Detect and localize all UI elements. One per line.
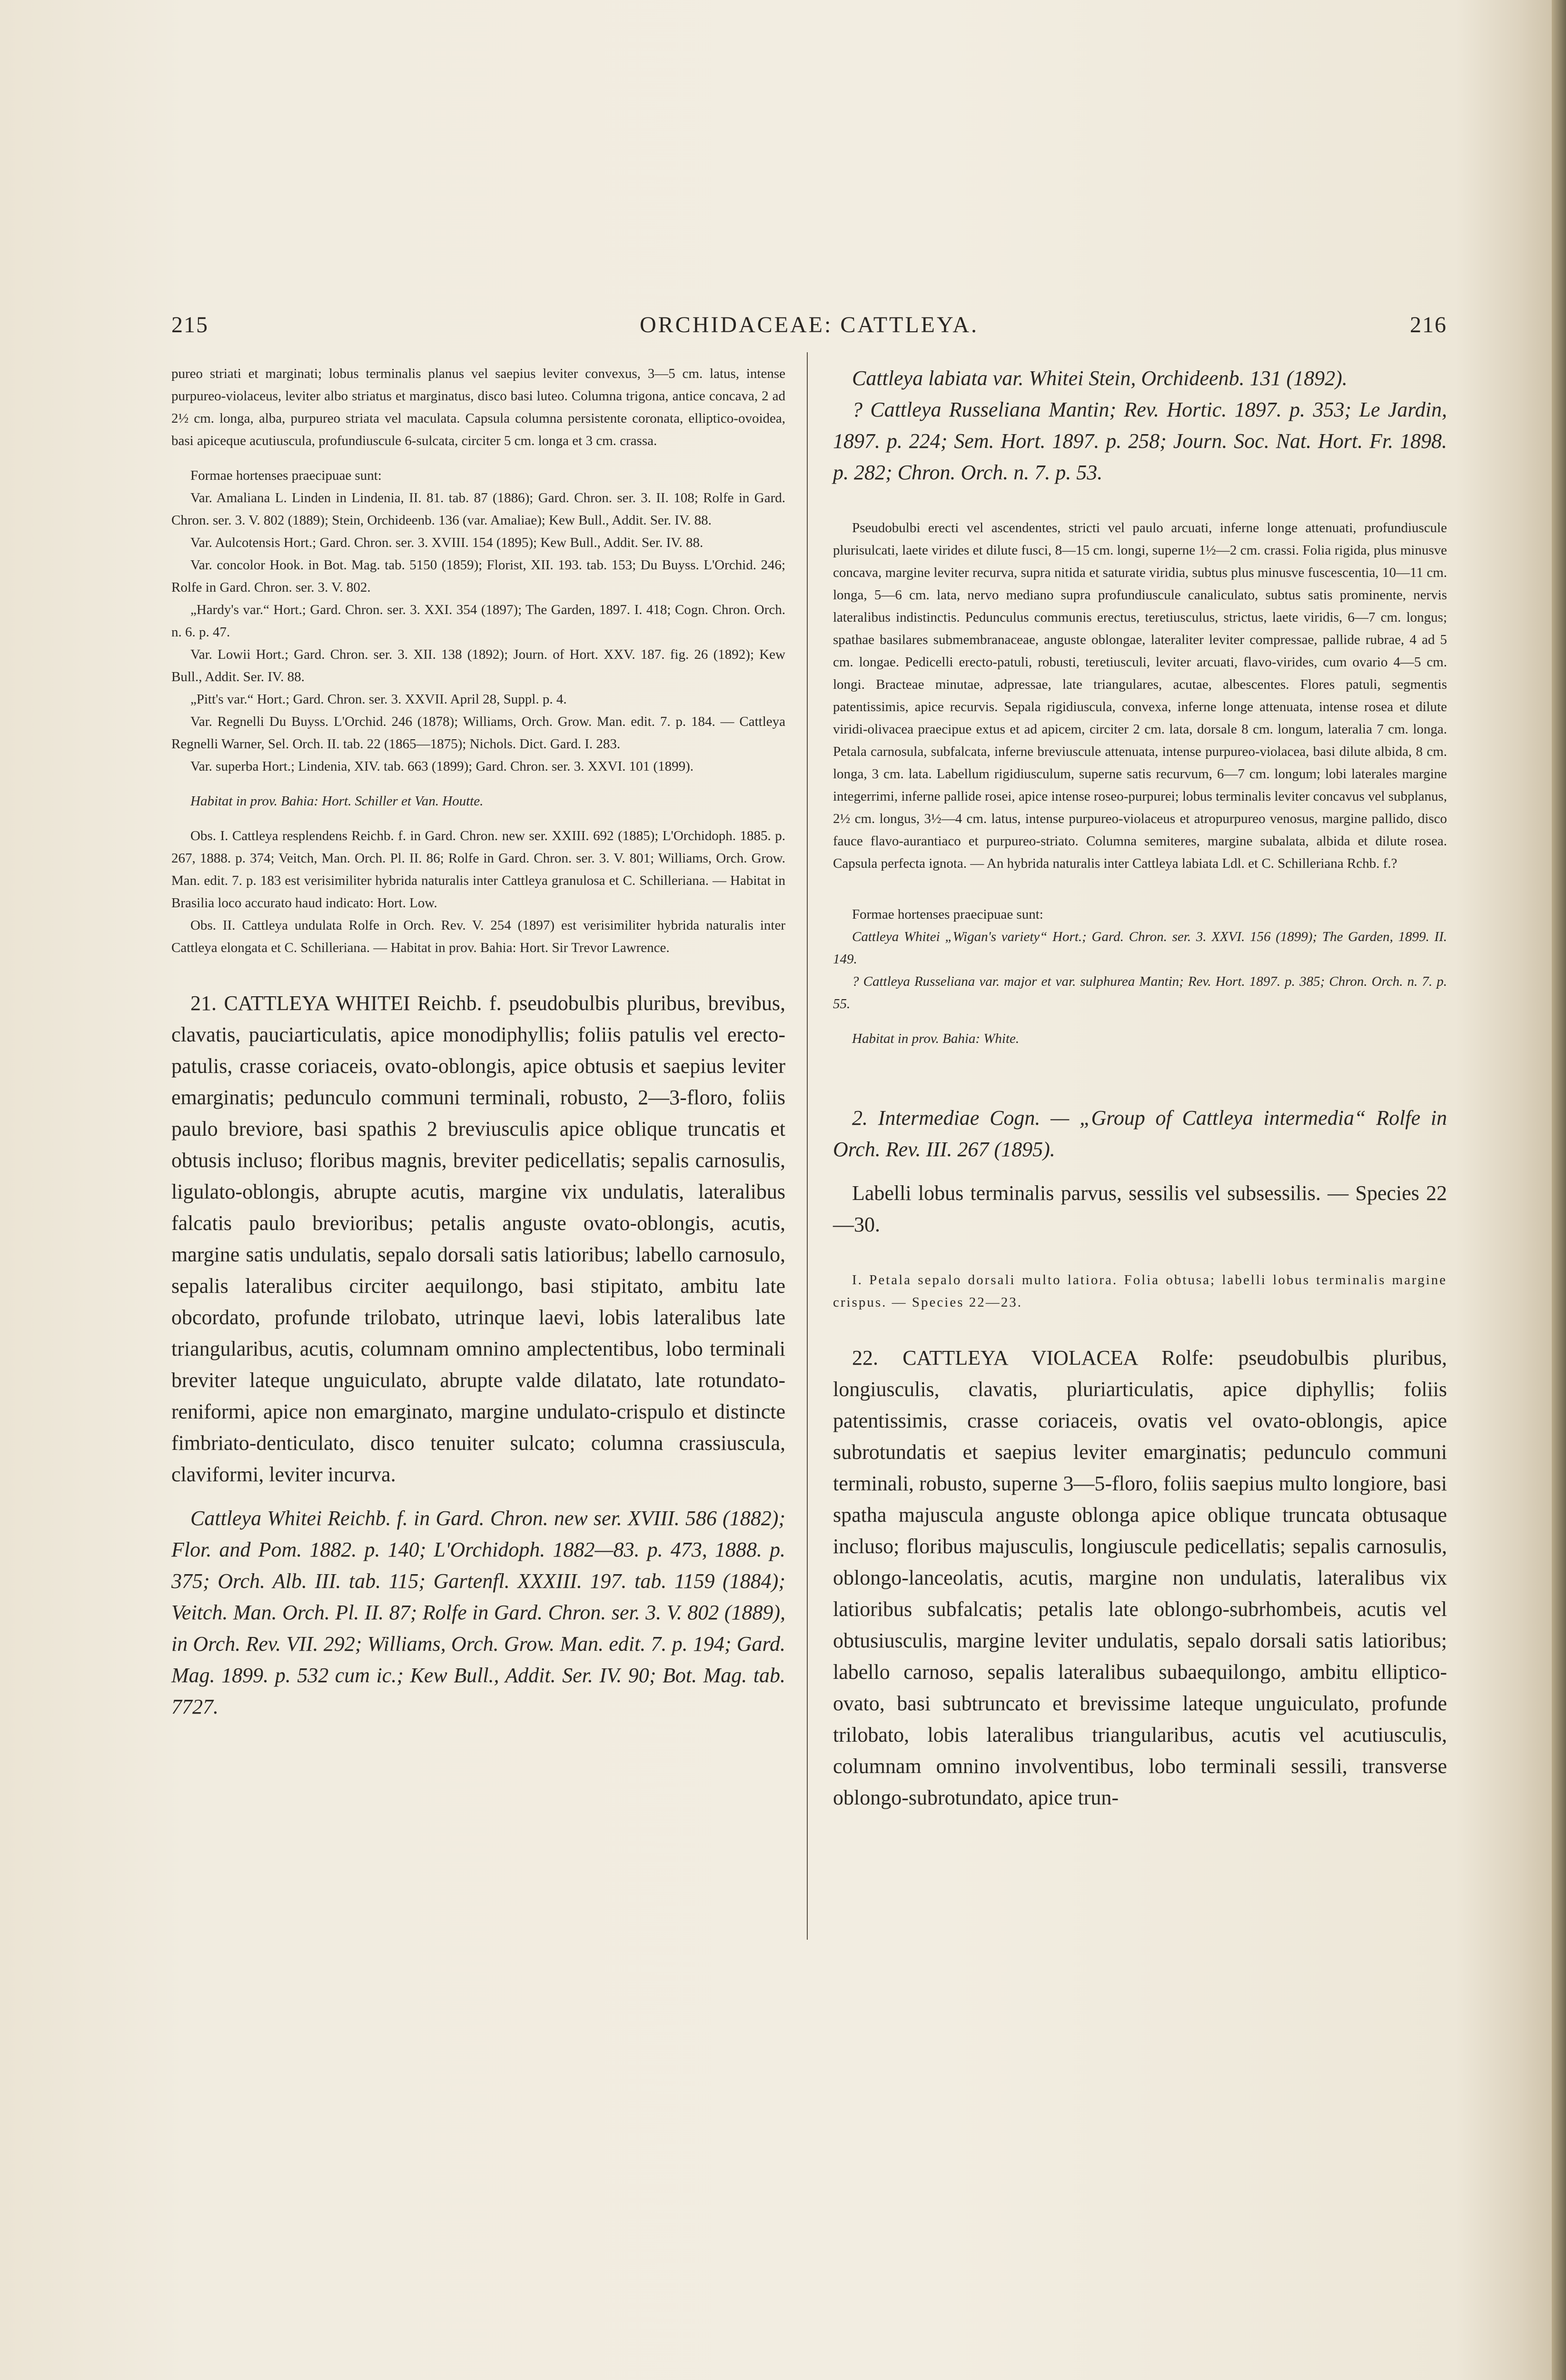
- section-description: Labelli lobus terminalis parvus, sessilis vel subsessilis. — Species 22—30.: [833, 1181, 1447, 1236]
- description-continued: pureo striati et marginati; lobus terminalis planus vel saepius leviter convexus, 3—5 cm. latus, intense purpureo-violaceus, leviter albo striatus et marginatus, disco basi luteo. Columna trigona, antice concava, 2 ad 2½ cm. longa, alba, purpureo striata vel maculata. Capsula columna persistente coronata, elliptico-ovoidea, basi apiceque acutiuscula, profundiuscule 6-sulcata, circiter 5 cm. longa et 3 cm. crassa.: [171, 366, 785, 448]
- species-22-description: 22. CATTLEYA VIOLACEA Rolfe: pseudobulbis pluribus, longiusculis, clavatis, pluriarticulatis, apice diphyllis; foliis patentissimis, crasse coriaceis, ovatis vel ovato-oblongis, apice subrotundatis et saepius leviter emarginatis; pedunculo communi terminali, robusto, superne 3—5-floro, foliis saepius multo longiore, basi spatha majuscula anguste oblonga apice oblique truncata obtusaque incluso; floribus majusculis, longiuscule pedicellatis; sepalis carnosulis, oblongo-lanceolatis, acutis, margine non undulatis, lateralibus vix latioribus subfalcatis; petalis late oblongo-subrhombeis, acutis vel obtusiusculis, margine leviter undulatis, sepalo dorsali satis latioribus; labello carnoso, sepalis lateralibus subaequilongo, ambitu elliptico-ovato, basi subtruncato et brevissime lateque unguiculato, profunde trilobato, lobis lateralibus triangularibus, acutis vel acutiusculis, columnam omnino involventibus, lobo terminali sessili, transverse oblongo-subrotundato, apice trun-: [833, 1346, 1447, 1809]
- synonym-1: [833, 363, 1447, 394]
- synonym-text: ? Cattleya Russeliana Mantin; Rev. Hortic. 1897. p. 353; Le Jardin, 1897. p. 224; Sem. Hort. 1897. p. 258; Journ. Soc. Nat. Hort. Fr. 1898. p. 282; Chron. Orch. n. 7. p. 53.: [833, 398, 1447, 484]
- variety-entry: Var. superba Hort.; Lindenia, XIV. tab. 663 (1899); Gard. Chron. ser. 3. XXVI. 101 (1899).: [190, 759, 694, 774]
- forma-text: Cattleya Whitei „Wigan's variety“ Hort.; Gard. Chron. ser. 3. XXVI. 156 (1899); The Garden, 1899. II. 149.: [833, 929, 1447, 967]
- left-column: [171, 363, 785, 1723]
- habitat-note: [171, 790, 785, 813]
- observation-1: Obs. I. Cattleya resplendens Reichb. f. in Gard. Chron. new ser. XXIII. 692 (1885); L'Orchidoph. 1885. p. 267, 1888. p. 374; Veitch, Man. Orch. Pl. II. 86; Rolfe in Gard. Chron. ser. 3. V. 801; Williams, Orch. Grow. Man. edit. 7. p. 183 est verisimiliter hybrida naturalis inter Cattleya granulosa et C. Schilleriana. — Habitat in Brasilia loco accurato haud indicato: Hort. Low.: [171, 828, 785, 911]
- references-text: Cattleya Whitei Reichb. f. in Gard. Chron. new ser. XVIII. 586 (1882); Flor. and Pom. 1882. p. 140; L'Orchidoph. 1882—83. p. 473, 1888. p. 375; Orch. Alb. III. tab. 115; Gartenfl. XXXIII. 197. tab. 1159 (1884); Veitch. Man. Orch. Pl. II. 87; Rolfe in Gard. Chron. ser. 3. V. 802 (1889), in Orch. Rev. VII. 292; Williams, Orch. Grow. Man. edit. 7. p. 194; Gard. Mag. 1899. p. 532 cum ic.; Kew Bull., Addit. Ser. IV. 90; Bot. Mag. tab. 7727.: [171, 1507, 785, 1718]
- formae-heading: Formae hortenses praecipuae sunt:: [190, 468, 382, 483]
- habitat-text: Habitat in prov. Bahia: Hort. Schiller et Van. Houtte.: [190, 793, 484, 809]
- key-line: I. Petala sepalo dorsali multo latiora. Folia obtusa; labelli lobus terminalis margine crispus. — Species 22—23.: [833, 1272, 1447, 1310]
- forma-entry: [833, 971, 1447, 1015]
- running-header: [171, 312, 1447, 350]
- habitat-note: [833, 1028, 1447, 1050]
- formae-heading: Formae hortenses praecipuae sunt:: [852, 907, 1043, 922]
- habitat-text: Habitat in prov. Bahia: White.: [852, 1031, 1020, 1046]
- synonym-text: Cattleya labiata var. Whitei Stein, Orchideenb. 131 (1892).: [852, 367, 1348, 390]
- species-description-detail: Pseudobulbi erecti vel ascendentes, stricti vel paulo arcuati, inferne longe attenuati, profundiuscule plurisulcati, laete virides et dilute fusci, 8—15 cm. longi, superne 1½—2 cm. crassi. Folia rigida, plus minusve concava, margine leviter recurva, supra nitida et saturate viridia, subtus plus minusve fuscescentia, 10—11 cm. longa, 5—6 cm. lata, nervo mediano supra profundiuscule canaliculato, subtus satis prominente, nervis lateralibus indistinctis. Pedunculus communis erectus, teretiusculus, strictus, laete viridis, 6—7 cm. longus; spathae basilares submembranaceae, anguste oblongae, lateraliter leviter compressae, pallide rubrae, 4 ad 5 cm. longae. Pedicelli erecto-patuli, robusti, teretiusculi, leviter arcuati, flavo-virides, cum ovario 4—5 cm. longi. Bracteae minutae, adpressae, late triangulares, acutae, albescentes. Flores patuli, segmentis patentissimis, apice recurvis. Sepala rigidiuscula, convexa, inferne longe attenuata, intense rosea et dilute viridi-olivacea praecipue extus et ad apicem, circiter 2 cm. lata, dorsale 8 cm. longum, lateralia 7 cm. longa. Petala carnosula, subfalcata, inferne breviuscule attenuata, intense purpureo-violacea, basi dilute albida, 8 cm. longa, 3 cm. lata. Labellum rigidiusculum, superne satis recurvum, 6—7 cm. longum; lobi laterales margine integerrimi, inferne pallide rosei, apice intense roseo-purpurei; lobus terminalis leviter concavus vel subplanus, 2½ cm. longus, 3½—4 cm. latus, intense purpureo-violaceus et atropurpureo venosus, margine pallido, disco fauce flavo-aurantiaco et purpureo-striato. Columna semiteres, margine subalata, albida et dilute rosea. Capsula perfecta ignota. — An hybrida naturalis inter Cattleya labiata Ldl. et C. Schilleriana Rchb. f.?: [833, 520, 1447, 871]
- page-number-right: 216: [1410, 312, 1447, 337]
- variety-entry: Var. Lowii Hort.; Gard. Chron. ser. 3. XII. 138 (1892); Journ. of Hort. XXV. 187. fig. 26 (1892); Kew Bull., Addit. Ser. IV. 88.: [171, 647, 785, 684]
- species-21-description: 21. CATTLEYA WHITEI Reichb. f. pseudobulbis pluribus, brevibus, clavatis, pauciarticulatis, apice monodiphyllis; foliis patulis vel erecto-patulis, crasse coriaceis, ovato-oblongis, apice obtusis et saepius leviter emarginatis; pedunculo communi terminali, robusto, 2—3-floro, foliis paulo breviore, basi spathis 2 breviusculis apice oblique truncatis et obtusis incluso; floribus magnis, breviter pedicellatis; sepalis carnosulis, ligulato-oblongis, abrupte acutis, margine vix undulatis, lateralibus falcatis paulo brevioribus; petalis anguste ovato-oblongis, acutis, margine satis undulatis, sepalo dorsali satis latioribus; labello carnosulo, sepalis lateralibus circiter aequilongo, basi stipitato, ambitu late obcordato, profunde trilobato, utrinque laevi, lobis lateralibus late triangularibus, acutis, columnam omnino amplectentibus, lobo terminali breviter lateque unguiculato, abrupte valde dilatato, late rotundato-reniformi, apice non emarginato, margine undulato-crispulo et distincte fimbriato-denticulato, disco tenuiter sulcato; columna crassiuscula, claviformi, leviter incurva.: [171, 992, 785, 1486]
- observation-2: Obs. II. Cattleya undulata Rolfe in Orch. Rev. V. 254 (1897) est verisimiliter hybrida naturalis inter Cattleya elongata et C. Schilleriana. — Habitat in prov. Bahia: Hort. Sir Trevor Lawrence.: [171, 918, 785, 955]
- synonym-2: [833, 394, 1447, 488]
- species-21-references: [171, 1503, 785, 1723]
- page-number-left: 215: [171, 312, 208, 337]
- variety-entry: Var. Aulcotensis Hort.; Gard. Chron. ser. 3. XVIII. 154 (1895); Kew Bull., Addit. Ser. IV. 88.: [190, 535, 704, 550]
- right-column: [833, 363, 1447, 1814]
- variety-entry: Var. concolor Hook. in Bot. Mag. tab. 5150 (1859); Florist, XII. 193. tab. 153; Du Buyss. L'Orchid. 246; Rolfe in Gard. Chron. ser. 3. V. 802.: [171, 557, 785, 595]
- variety-entry: „Pitt's var.“ Hort.; Gard. Chron. ser. 3. XXVII. April 28, Suppl. p. 4.: [190, 692, 567, 707]
- page-edge-shadow: [1552, 0, 1566, 2380]
- variety-entry: Var. Regnelli Du Buyss. L'Orchid. 246 (1878); Williams, Orch. Grow. Man. edit. 7. p. 184. — Cattleya Regnelli Warner, Sel. Orch. II. tab. 22 (1865—1875); Nichols. Dict. Gard. I. 283.: [171, 714, 785, 752]
- column-divider: [807, 352, 808, 1940]
- section-heading-text: 2. Intermediae Cogn. — „Group of Cattleya intermedia“ Rolfe in Orch. Rev. III. 267 (1895).: [833, 1106, 1447, 1161]
- forma-text: ? Cattleya Russeliana var. major et var. sulphurea Mantin; Rev. Hort. 1897. p. 385; Chron. Orch. n. 7. p. 55.: [833, 974, 1447, 1012]
- variety-entry: Var. Amaliana L. Linden in Lindenia, II. 81. tab. 87 (1886); Gard. Chron. ser. 3. II. 108; Rolfe in Gard. Chron. ser. 3. V. 802 (1889); Stein, Orchideenb. 136 (var. Amaliae); Kew Bull., Addit. Ser. IV. 88.: [171, 490, 785, 528]
- variety-entry: „Hardy's var.“ Hort.; Gard. Chron. ser. 3. XXI. 354 (1897); The Garden, 1897. I. 418; Cogn. Chron. Orch. n. 6. p. 47.: [171, 602, 785, 640]
- section-heading: [833, 1102, 1447, 1165]
- forma-entry: [833, 926, 1447, 971]
- header-title: ORCHIDACEAE: CATTLEYA.: [640, 312, 979, 337]
